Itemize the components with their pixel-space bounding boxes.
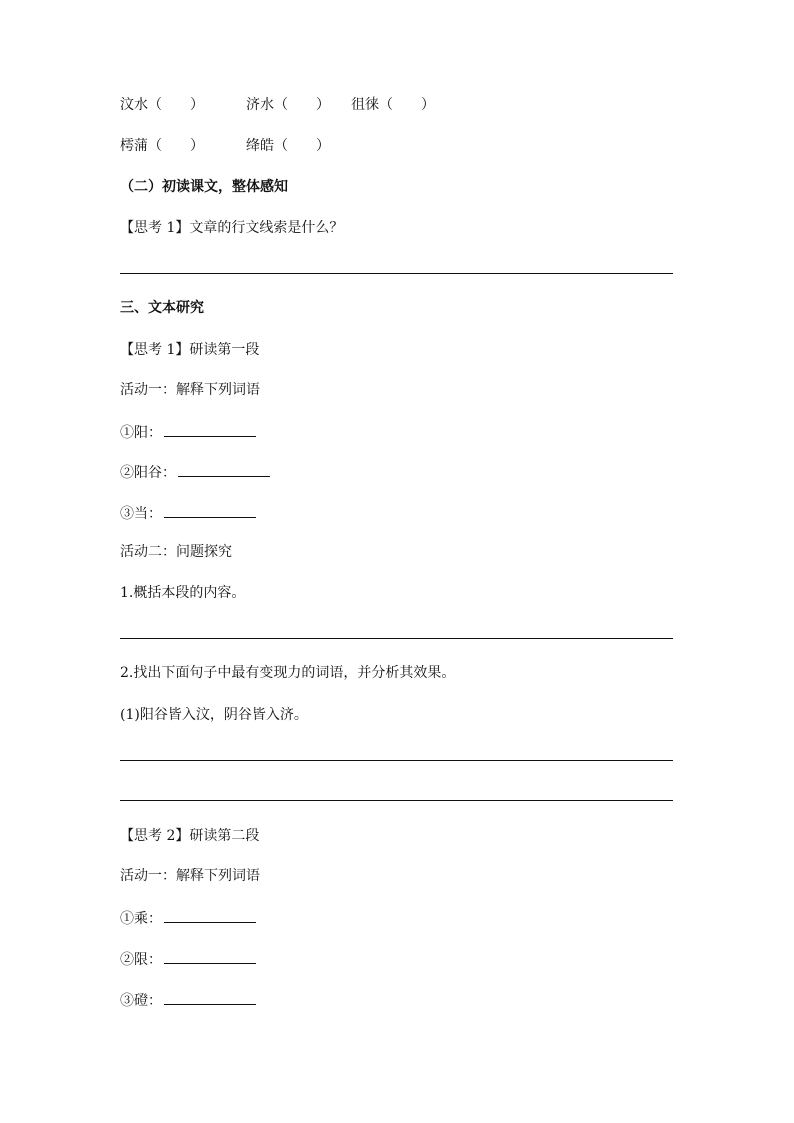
fill-blank[interactable] bbox=[178, 462, 270, 477]
activity-1-a: 活动一：解释下列词语 bbox=[120, 382, 260, 398]
question-2: 2.找出下面句子中最有变现力的词语，并分析其效果。 bbox=[120, 665, 456, 681]
section-3-heading: 三、文本研究 bbox=[120, 300, 204, 316]
vocab-item bbox=[120, 422, 256, 442]
pinyin-item: 济水（ ） bbox=[246, 97, 330, 113]
vocab-label: ①乘： bbox=[120, 911, 162, 927]
activity-2: 活动二：问题探究 bbox=[120, 544, 232, 560]
pinyin-item: 徂徕（ ） bbox=[351, 97, 435, 113]
vocab-label: ②阳谷： bbox=[120, 465, 176, 481]
vocab-label: ③磴： bbox=[120, 993, 162, 1009]
think-1-overview: 【思考 1】文章的行文线索是什么？ bbox=[120, 220, 344, 236]
vocab-item bbox=[120, 990, 256, 1010]
question-1: 1.概括本段的内容。 bbox=[120, 585, 246, 601]
vocab-item bbox=[120, 503, 256, 523]
vocab-item bbox=[120, 908, 256, 928]
pinyin-item: 樗蒲（ ） bbox=[120, 138, 204, 154]
answer-line bbox=[120, 638, 673, 639]
fill-blank[interactable] bbox=[164, 503, 256, 518]
vocab-label: ②限： bbox=[120, 952, 162, 968]
vocab-item bbox=[120, 462, 270, 482]
vocab-item bbox=[120, 949, 256, 969]
pinyin-item: 汶水（ ） bbox=[120, 97, 204, 113]
fill-blank[interactable] bbox=[164, 949, 256, 964]
fill-blank[interactable] bbox=[164, 990, 256, 1005]
answer-line bbox=[120, 760, 673, 761]
question-2-sentence: (1)阳谷皆入汶，阴谷皆入济。 bbox=[120, 707, 308, 723]
fill-blank[interactable] bbox=[164, 422, 256, 437]
answer-line bbox=[120, 273, 673, 274]
think-2-study: 【思考 2】研读第二段 bbox=[120, 828, 260, 844]
section-2-heading: （二）初读课文，整体感知 bbox=[120, 179, 288, 195]
vocab-label: ③当： bbox=[120, 506, 162, 522]
pinyin-item: 绛皓（ ） bbox=[246, 138, 330, 154]
answer-line bbox=[120, 800, 673, 801]
think-1-study: 【思考 1】研读第一段 bbox=[120, 342, 260, 358]
activity-1-b: 活动一：解释下列词语 bbox=[120, 868, 260, 884]
fill-blank[interactable] bbox=[164, 908, 256, 923]
vocab-label: ①阳： bbox=[120, 425, 162, 441]
